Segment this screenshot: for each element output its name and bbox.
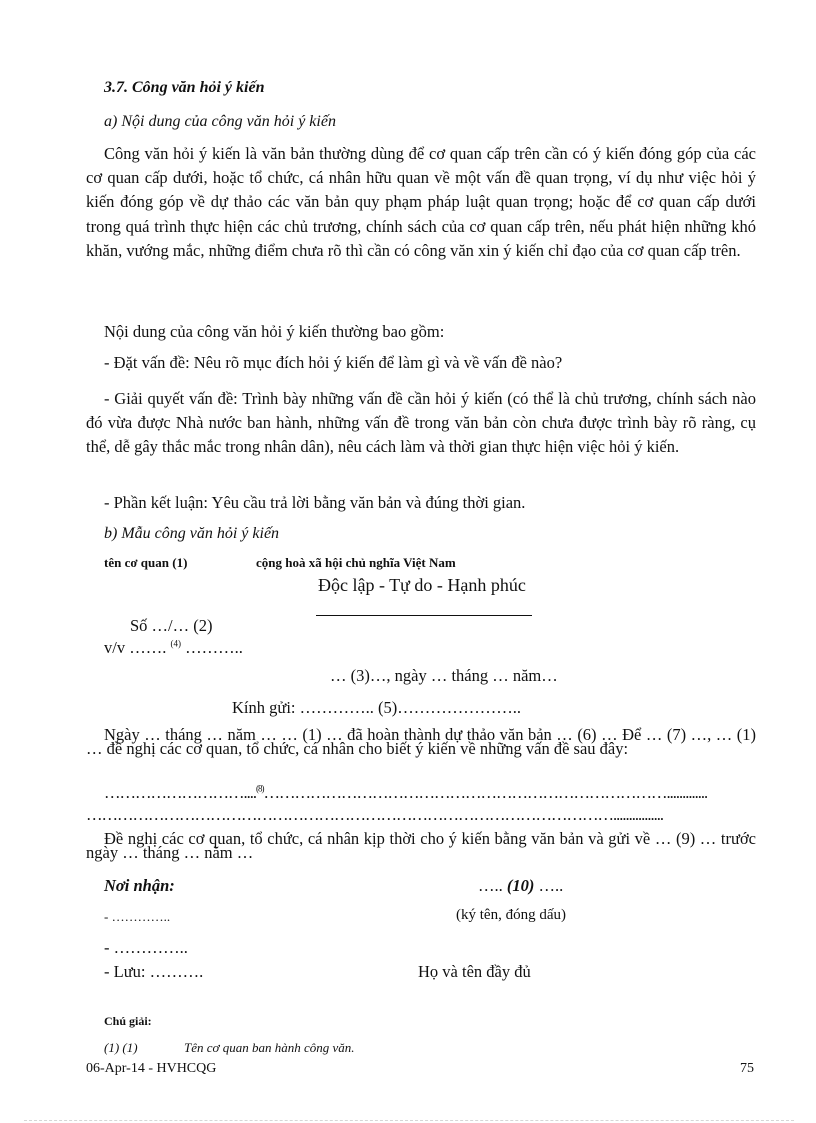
form-recipient-2: - ………….. xyxy=(104,938,188,957)
form-body-2: Đề nghị các cơ quan, tổ chức, cá nhân kịp thời cho ý kiến bằng văn bản và gửi về … (9) … trước ngày … tháng … năm … xyxy=(86,829,756,862)
page-bottom-border xyxy=(24,1120,794,1121)
page-number: 75 xyxy=(740,1061,754,1076)
form-body-1: Ngày … tháng … năm … … (1) … đã hoàn thành dự thảo văn bản … (6) … Để … (7) …, … (1) … đề nghị các cơ quan, tổ chức, cá nhân cho biết ý kiến về những vấn đề sau đây: xyxy=(86,725,756,758)
form-recipient-1: - ………….. xyxy=(104,909,171,924)
content-item-3: - Phần kết luận: Yêu cầu trả lời bằng văn bản và đúng thời gian. xyxy=(104,493,526,512)
notes-label: Chú giải: xyxy=(104,1014,152,1028)
form-subject: v/v ……. $^{(4)}$ ……….. xyxy=(104,638,243,657)
form-signer: ….. (10) ….. xyxy=(478,876,564,895)
form-republic: cộng hoà xã hội chủ nghĩa Việt Nam xyxy=(256,555,456,570)
form-recipients-label: Nơi nhận: xyxy=(104,876,175,895)
form-sign-note: (ký tên, đóng dấu) xyxy=(456,907,566,923)
form-recipient: Kính gửi: ………….. (5)………………….. xyxy=(232,698,521,717)
subheading-template: b) Mẫu công văn hỏi ý kiến xyxy=(104,525,280,542)
form-dots-2: …………………………………………………………………………………………................ xyxy=(86,805,663,824)
section-heading: 3.7. Công văn hỏi ý kiến xyxy=(104,79,265,96)
form-full-name: Họ và tên đầy đủ xyxy=(418,962,531,981)
form-archive: - Lưu: ………. xyxy=(104,962,204,981)
form-motto: Độc lập - Tự do - Hạnh phúc xyxy=(318,575,526,595)
form-date-line: … (3)…, ngày … tháng … năm… xyxy=(330,666,558,685)
form-number: Số …/… (2) xyxy=(130,616,213,635)
footer-left: 06-Apr-14 - HVHCQG xyxy=(86,1061,217,1076)
note-1-text: Tên cơ quan ban hành công văn. xyxy=(184,1040,355,1055)
form-agency: tên cơ quan (1) xyxy=(104,555,188,570)
note-1-code: (1) (1) xyxy=(104,1040,138,1055)
subheading-content: a) Nội dung của công văn hỏi ý kiến xyxy=(104,113,336,130)
motto-underline xyxy=(316,615,532,616)
content-intro: Nội dung của công văn hỏi ý kiến thường bao gồm: xyxy=(104,322,445,341)
content-item-1: - Đặt vấn đề: Nêu rõ mục đích hỏi ý kiến để làm gì và về vấn đề nào? xyxy=(104,353,563,372)
intro-paragraph: Công văn hỏi ý kiến là văn bản thường dùng để cơ quan cấp trên cần có ý kiến đóng góp của các cơ quan cấp dưới, hoặc tổ chức, cá nhân hữu quan về một vấn đề quan trọng, ví dụ như việc hỏi ý kiến đóng góp về dự thảo các văn bản quy phạm pháp luật quan trọng; hoặc để cơ quan cấp dưới trong quá trình thực hiện các chủ trương, chính sách của cơ quan cấp trên, nếu phát hiện những khó khăn, vướng mắc, những điểm chưa rõ thì cần có công văn xin ý kiến chỉ đạo của cơ quan cấp trên. xyxy=(86,144,756,260)
content-item-2: - Giải quyết vấn đề: Trình bày những vấn đề cần hỏi ý kiến (có thể là chủ trương, chính sách nào đó vừa được Nhà nước ban hành, những vấn đề trong văn bản còn chưa được trình bày rõ ràng, cụ thể, dễ gây thắc mắc trong nhân dân), nêu cách làm và thời gian thực hiện việc hỏi ý kiến. xyxy=(86,389,756,457)
form-dots-1: ………………………....$^{(8)}$……………………………………………………………………............. xyxy=(104,783,708,802)
